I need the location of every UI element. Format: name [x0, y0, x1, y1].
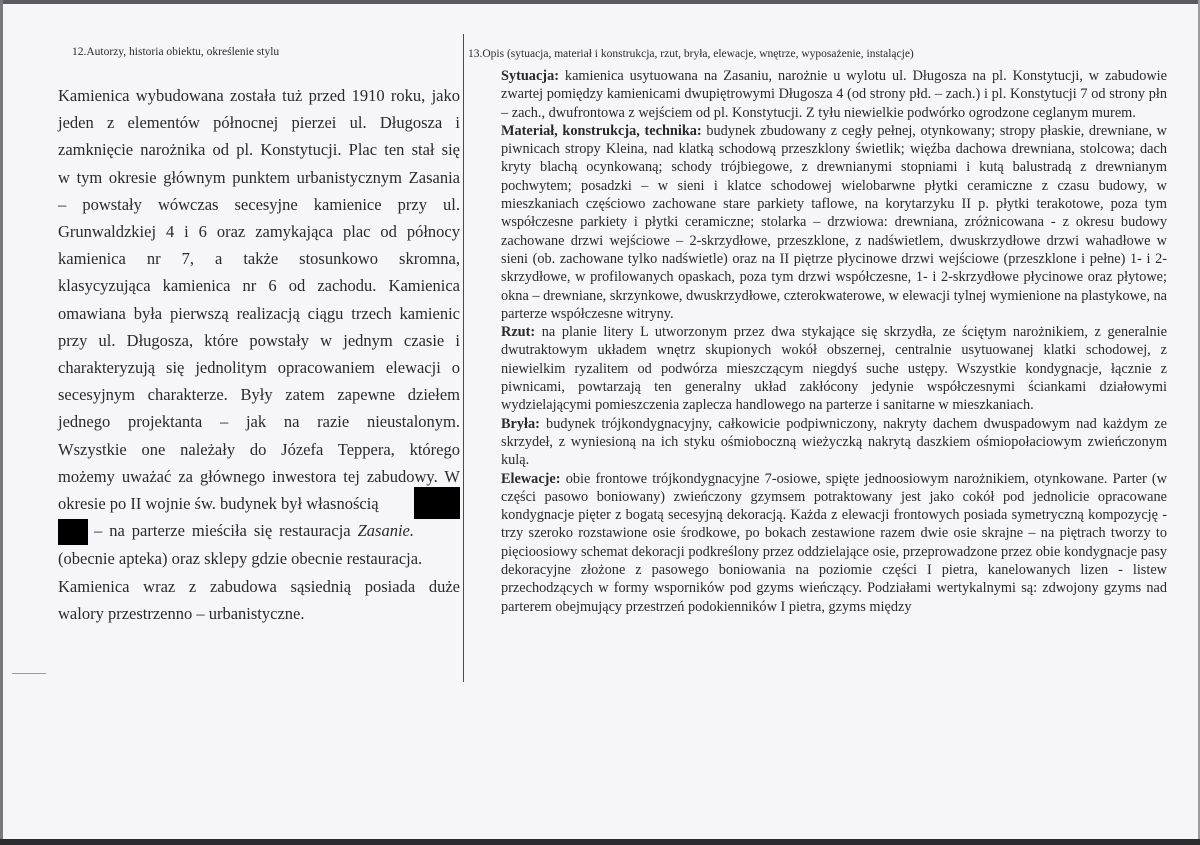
description-text [501, 67, 1167, 616]
paragraph-text: budynek zbudowany z cegły pełnej, otynkowany; stropy płaskie, drewniane, w piwnicach stropy Kleina, nad klatką schodową przeszklony świetlik; więźba dachowa drewniana, stolcowa; dach kryty blachą ocynkowaną; schody trójbiegowe, z drewnianymi stopniami i kutą balustradą z drewnianym pochwytem; posadzki – w sieni i klatce schodowej wielobarwne płytki ceramiczne z czasu budowy, w mieszkaniach częściowo zachowane stare parkiety taflowe, na korytarzyku II p. płytki terakotowe, poza tym współczesne parkiety i płytki ceramiczne; stolarka – drzwiowa: drewniana, zróżnicowana - z okresu budowy zachowane drzwi wejściowe – 2-skrzydłowe, przeszklone, z nadświetlem, dwuskrzydłowe drzwi wahadłowe w sieni (ob. zachowane tylko nadświetle) oraz na II piętrze płycinowe drzwi wejściowe (przeszklone i pełne) 1- i 2-skrzydłowe, w profilowanych opaskach, poza tym drzwi współczesne, 1- i 2-skrzydłowe płycinowe oraz płytowe; okna – drewniane, skrzynkowe, dwuskrzydłowe, czterokwaterowe, w elewacji tylnej wymienione na plastykowe, na parterze współczesne witryny. [501, 122, 1167, 322]
text-line: klasycyzująca kamienica nr 6 od zachodu. Kamienica [58, 276, 460, 296]
scan-edge-bottom [0, 839, 1200, 845]
paragraph-rzut [501, 323, 1167, 414]
text-line: przy ul. Długosza, które powstały w jednym czasie i [58, 330, 460, 350]
label-material: Materiał, konstrukcja, technika: [501, 122, 702, 139]
label-sytuacja: Sytuacja: [501, 68, 559, 84]
text-line-with-redaction [58, 517, 460, 545]
text-fragment: – na parterze mieściła się restauracja [94, 521, 351, 541]
paragraph-text: na planie litery L utworzonym przez dwa stykające się skrzydła, ze ściętym narożnikiem, z generalnie dwutraktowym układem wnętrz skupionych wokół obszernej, centralnie usytuowanej klatki schodowej, z niewielkim ryzalitem od podwórza mieszczącym niegdyś suche ustępy. Wszystkie kondygnacje, łącznie z piwnicami, powtarzają ten generalny układ zakłócony jedynie współczesnymi ściankami działowymi wydzielającymi pomieszczenia zaplecza handlowego na parterze i sanitarne w mieszkaniach. [501, 324, 1167, 414]
scan-edge-left [0, 0, 3, 845]
paragraph-bryla [501, 415, 1167, 470]
text-line: możemy uważać za głównego inwestora tej zabudowy. W [58, 466, 460, 486]
text-line: secesyjnym charakterze. Były zatem zapewne dziełem [58, 385, 460, 405]
text-line: Grunwaldzkiej 4 i 6 oraz zamykająca plac od północy [58, 222, 460, 242]
text-line: walory przestrzenno – urbanistyczne. [58, 603, 305, 623]
label-rzut: Rzut: [501, 324, 536, 341]
text-line-with-redaction [58, 490, 460, 517]
section-12-heading: 12.Autorzy, historia obiektu, określenie stylu [72, 46, 280, 58]
history-column [58, 44, 460, 627]
text-line: zamknięcie narożnika od pl. Konstytucji. Plac ten stał się [58, 140, 460, 160]
restaurant-name: Zasanie. [357, 521, 414, 541]
text-line: Kamienica wybudowana została tuż przed 1910 roku, jako [58, 86, 460, 105]
left-bottom-rule [12, 673, 46, 674]
paragraph-text: obie frontowe trójkondygnacyjne 7-osiowe, spięte jednoosiowym narożnikiem, otynkowane. Parter (w części pasowo boniowany) zwieńczony gzymsem potraktowany jest jako cokół pod jednolicie opracowane kondygnacje pięter z bogatą secesyjną dekoracją. Każda z elewacji frontowych posiada symetryczną kompozycję - trzy szeroko rozstawione osie środkowe, po bokach zestawione razem dwie osie skrajne – na piętrach tworzy to pięcioosiowy schemat dekoracji podkreślony przez oddzielające osie, przeprowadzone przez obie kondygnacje pasy dekoracyjne złożone z pasowego boniowania na poziomie części I pietra, kanelowanych lizen - listew przechodzących w formy wsporników pod gzyms wieńczący. Podziałami wertykalnymi są: zdwojony gzyms nad parterem obejmujący przestrzeń podokienników I pietra, gzyms między [501, 470, 1167, 615]
text-line: (obecnie apteka) oraz sklepy gdzie obecnie restauracja. [58, 549, 423, 569]
label-bryla: Bryła: [501, 415, 540, 432]
paragraph-elewacje [501, 470, 1167, 616]
text-line: kamienica nr 7, a także stosunkowo skromna, [58, 249, 460, 269]
section-13-heading: 13.Opis (sytuacja, materiał i konstrukcja, rzut, bryła, elewacje, wnętrze, wyposażenie, instalącje) [468, 48, 914, 60]
paragraph-text: kamienica usytuowana na Zasaniu, narożnie u wylotu ul. Długosza na pl. Konstytucji, w zabudowie zwartej pomiędzy kamienicami dwupiętrowymi Długosza 4 (od strony płd. – zach.) i pl. Konstytucji 7 od strony płn – zach., dwufrontowa z wejściem od pl. Konstytucji. Z tyłu niewielkie podwórko ogrodzone ceglanym murem. [501, 68, 1167, 121]
scan-edge-top [0, 0, 1200, 4]
paragraph-text: budynek trójkondygnacyjny, całkowicie podpiwniczony, nakryty dachem dwuspadowym nad każdym ze skrzydeł, z wyniesioną na ich styku ośmioboczną wieżyczką nakrytą daszkiem ośmiopołaciowym zwieńczonym kulą. [501, 415, 1167, 469]
paragraph-material [501, 122, 1167, 323]
text-line: omawiana była pierwszą realizacją ciągu trzech kamienic [58, 303, 460, 323]
text-fragment: okresie po II wojnie św. budynek był własnością [58, 494, 379, 514]
label-elewacje: Elewacje: [501, 470, 561, 487]
redaction-block [58, 519, 88, 545]
text-line: Wszystkie one należały do Józefa Teppera, którego [58, 439, 460, 459]
text-line: Kamienica wraz z zabudowa sąsiednią posiada duże [58, 576, 460, 596]
text-line: – powstały wówczas secesyjne kamienice przy ul. [58, 194, 460, 214]
text-line: jednego projektanta – jak na razie nieustalonym. [58, 412, 460, 432]
paragraph-sytuacja [501, 67, 1167, 122]
text-line: w tym okresie głównym punktem urbanistycznym Zasania [58, 167, 460, 187]
description-column [468, 46, 1188, 616]
text-line: jeden z elementów północnej pierzei ul. Długosza i [58, 113, 460, 133]
history-text [58, 82, 460, 627]
column-divider [463, 34, 464, 682]
text-line: charakteryzują się jednolitym opracowaniem elewacji o [58, 358, 460, 378]
redaction-block [414, 487, 460, 519]
